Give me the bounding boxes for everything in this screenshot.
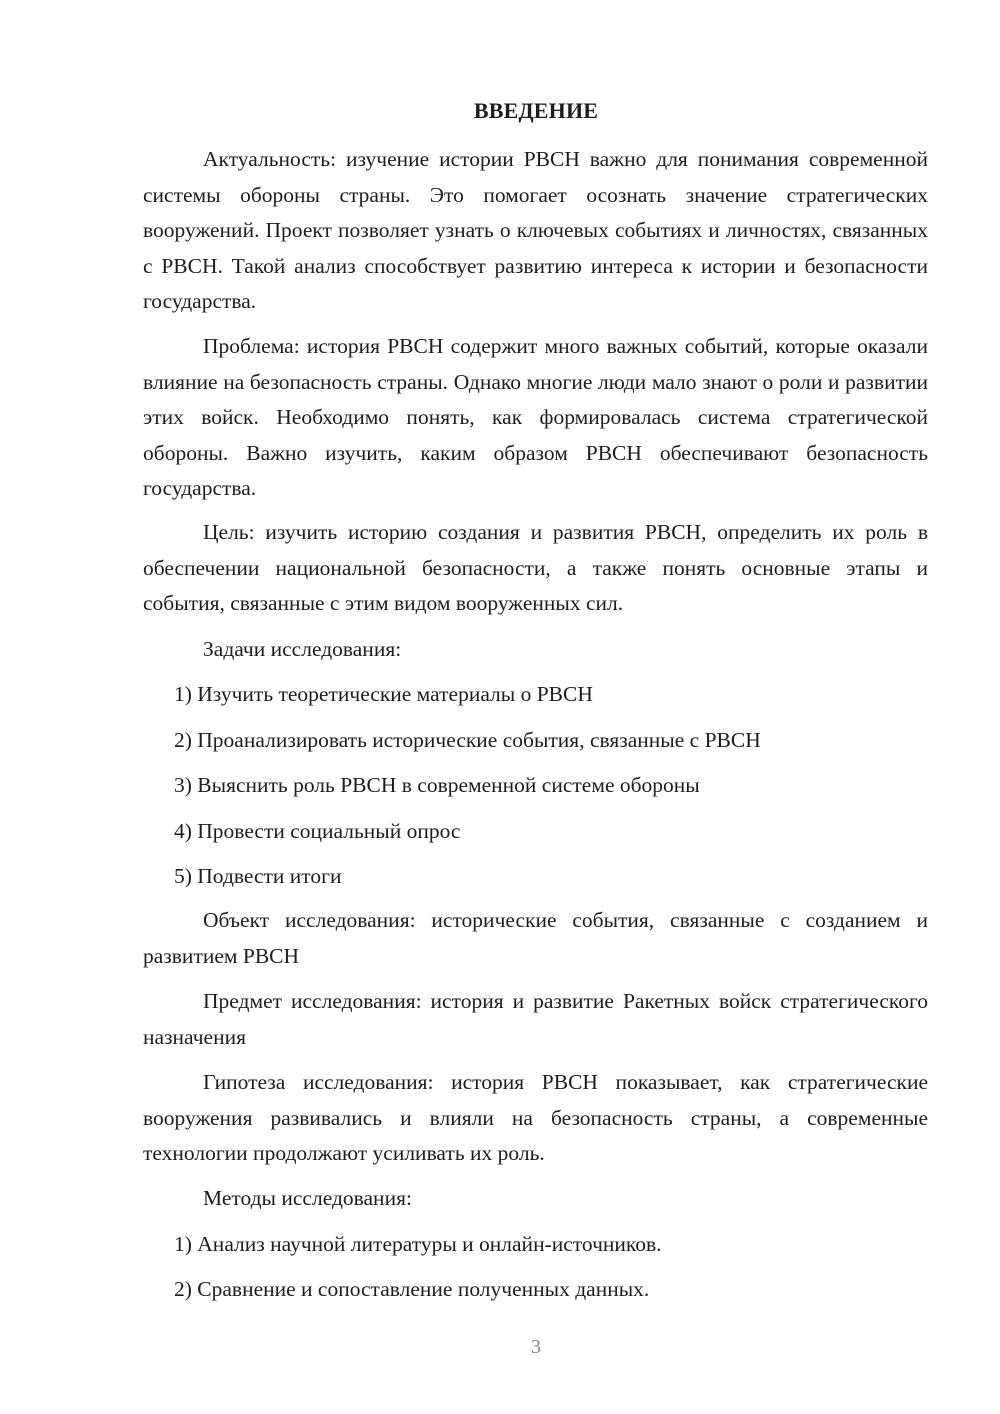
task-item: 3) Выяснить роль РВСН в современной системе обороны [174, 773, 700, 797]
subject-paragraph: Предмет исследования: история и развитие Ракетных войск стратегического назначения [143, 989, 928, 1049]
task-item: 2) Проанализировать исторические события, связанные с РВСН [174, 728, 761, 752]
task-item: 5) Подвести итоги [174, 864, 342, 888]
problem-paragraph: Проблема: история РВСН содержит много важных событий, которые оказали влияние на безопасность страны. Однако многие люди мало знают о роли и развитии этих войск. Необходимо понять, как формировалась система стратегической обороны. Важно изучить, каким образом РВСН обеспечивают безопасность государства. [143, 334, 928, 500]
tasks-label: Задачи исследования: [203, 637, 402, 661]
page-number: 3 [531, 1336, 541, 1358]
task-item: 1) Изучить теоретические материалы о РВСН [174, 682, 593, 706]
hypothesis-paragraph: Гипотеза исследования: история РВСН показывает, как стратегические вооружения развивались и влияли на безопасность страны, а современные технологии продолжают усиливать их роль. [143, 1070, 928, 1165]
goal-paragraph: Цель: изучить историю создания и развития РВСН, определить их роль в обеспечении национальной безопасности, а также понять основные этапы и события, связанные с этим видом вооруженных сил. [143, 520, 928, 615]
methods-label: Методы исследования: [203, 1186, 412, 1210]
object-paragraph: Объект исследования: исторические события, связанные с созданием и развитием РВСН [143, 908, 928, 968]
method-item: 2) Сравнение и сопоставление полученных данных. [174, 1277, 650, 1301]
section-title: ВВЕДЕНИЕ [473, 98, 599, 123]
method-item: 1) Анализ научной литературы и онлайн-источников. [174, 1232, 662, 1256]
task-item: 4) Провести социальный опрос [174, 819, 461, 843]
relevance-paragraph: Актуальность: изучение истории РВСН важно для понимания современной системы обороны страны. Это помогает осознать значение стратегических вооружений. Проект позволяет узнать о ключевых событиях и личностях, связанных с РВСН. Такой анализ способствует развитию интереса к истории и безопасности государства. [143, 147, 928, 313]
